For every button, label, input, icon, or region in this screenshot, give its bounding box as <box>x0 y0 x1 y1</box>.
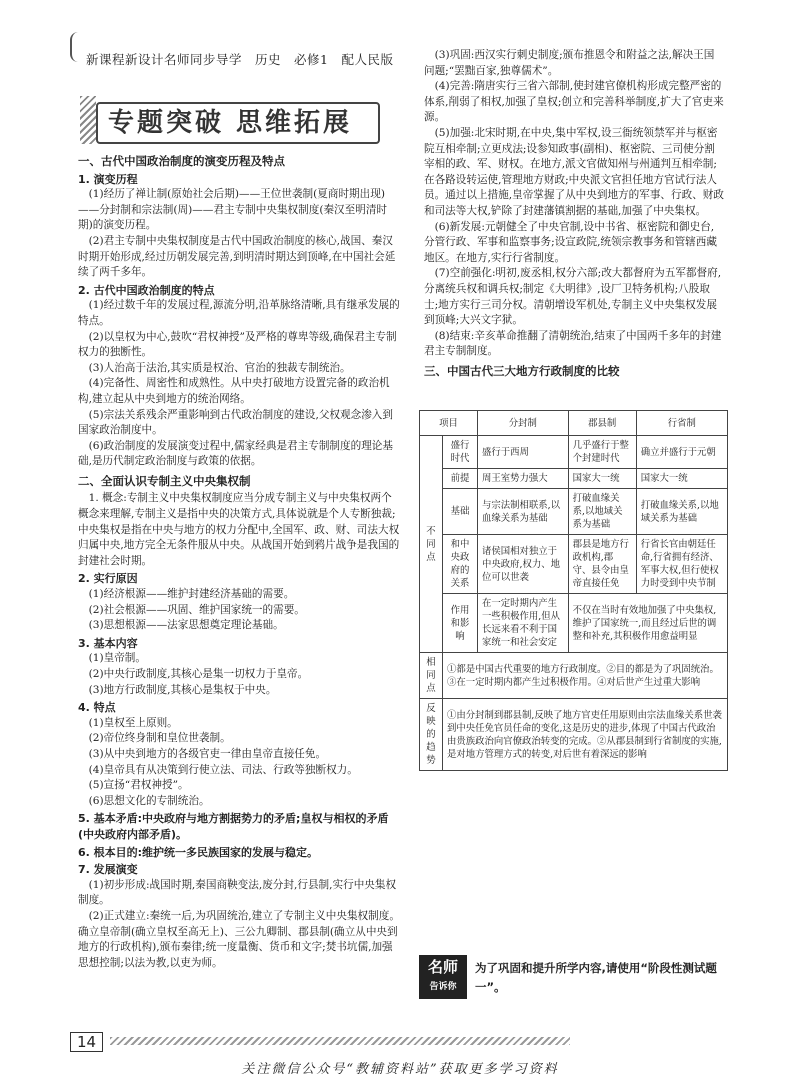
paragraph: (2)正式建立:秦统一后,为巩固统治,建立了专制主义中央集权制度。确立皇帝制(确立皇权至高无上)、三公九卿制、郡县制(确立从中央到地方的行政机构),颁布秦律;统一度量衡、货币和文字;焚书坑儒,加强思想控制;以法为教,以吏为师。 <box>78 909 400 969</box>
paragraph: (3)巩固:西汉实行刺史制度;颁布推恩令和附益之法,解决王国问题;“罢黜百家,独尊儒术”。 <box>424 49 715 77</box>
table-row <box>420 699 728 771</box>
section-1-title: 一、古代中国政治制度的演变历程及特点 <box>78 154 285 168</box>
paragraph: (1)经过数千年的发展过程,源流分明,沿革脉络清晰,具有继承发展的特点。 <box>78 299 400 327</box>
paragraph: (1)初步形成:战国时期,秦国商鞅变法,废分封,行县制,实行中央集权制度。 <box>78 878 397 907</box>
row-group-label: 不同点 <box>420 436 443 653</box>
row-label: 和中央政府的关系 <box>443 535 478 594</box>
banner-decoration <box>80 96 96 144</box>
paragraph: (1)皇帝制。 <box>88 652 146 665</box>
banner-title: 专题突破 思维拓展 <box>96 102 380 144</box>
row-label: 基础 <box>443 489 478 535</box>
page-number: 14 <box>70 1032 103 1052</box>
table-cell: 盛行于西周 <box>478 436 569 469</box>
paragraph: (6)新发展:元朝健全了中央官制,设中书省、枢密院和御史台,分管行政、军事和监察事务;设宣政院,统领宗教事务和管辖西藏地区。在地方,实行行省制度。 <box>424 220 717 264</box>
table-header: 项目 <box>420 411 478 436</box>
section-2-title: 二、全面认识专制主义中央集权制 <box>78 473 251 488</box>
table-cell: ①由分封制到郡县制,反映了地方官吏任用原则由宗法血缘关系世袭到中央任免官员任命的变化,这是历史的进步,体现了中国古代政治由贵族政治向官僚政治转变的完成。②从郡县制到行省制度的实施,是对地方管理方式的转变,对后世有着深远的影响 <box>443 699 728 771</box>
subsection-heading: 6. 根本目的:维护统一多民族国家的发展与稳定。 <box>78 845 319 859</box>
paragraph: 1. 概念:专制主义中央集权制度应当分成专制主义与中央集权两个概念来理解,专制主义是指中央的决策方式,具体说就是个人专断独裁;中央集权是指在中央与地方的权力分配中,全国军、政、财、司法大权归属中央,地方完全无条件服从中央。从战国开始到鸦片战争是我国的封建社会时期。 <box>78 492 400 567</box>
paragraph: (3)人治高于法治,其实质是权治、官治的独裁专制统治。 <box>88 361 351 374</box>
table-cell: 在一定时期内产生一些积极作用,但从长远来看不利于国家统一和社会安定 <box>478 594 569 653</box>
table-cell: 诸侯国相对独立于中央政府,权力、地位可以世袭 <box>478 535 569 594</box>
row-label: 前提 <box>443 469 478 489</box>
table-cell: 国家大一统 <box>568 469 636 489</box>
table-cell: 打破血缘关系,以地域关系为基础 <box>568 489 636 535</box>
paragraph: (2)社会根源——巩固、维护国家统一的需要。 <box>88 603 305 616</box>
footer-note: 关注微信公众号“教辅资料站”获取更多学习资料 <box>241 1062 559 1077</box>
paragraph: (4)完备性、周密性和成熟性。从中央打破地方设置完备的政治机构,建立起从中央到地方的统治网络。 <box>78 377 390 405</box>
logo-text: 名师 <box>427 958 458 976</box>
subsection-heading: 2. 古代中国政治制度的特点 <box>78 283 215 297</box>
paragraph: (3)地方行政制度,其核心是集权于中央。 <box>88 683 277 696</box>
comparison-table <box>419 410 728 771</box>
paragraph: (7)空前强化:明初,废丞相,权分六部;改大都督府为五军都督府,分离统兵权和调兵权;制定《大明律》,设厂卫特务机构;八股取士;地方实行三司分权。清朝增设军机处,专制主义中央集权发展到顶峰;大兴文字狱。 <box>424 267 722 327</box>
paragraph: (5)加强:北宋时期,在中央,集中军权,设三衙统领禁军并与枢密院互相牵制;立更戍法;设参知政事(副相)、枢密院、三司使分割宰相的政、军、财权。在地方,派文官做知州与州通判互相牵制;在各路设转运使,管理地方财政;中央派文官担任地方官试行法人员。通过以上措施,皇帝掌握了从中央到地方的军事、行政、财政和司法等大权,铲除了封建藩镇割据的基础,加强了中央集权。 <box>424 126 724 217</box>
row-group-label: 相同点 <box>420 653 443 699</box>
subsection-heading: 3. 基本内容 <box>78 636 138 650</box>
teacher-logo <box>419 955 467 999</box>
table-cell: 行省长官由朝廷任命,行省拥有经济、军事大权,但行使权力时受到中央节制 <box>636 535 727 594</box>
paragraph: (2)中央行政制度,其核心是集一切权力于皇帝。 <box>88 668 309 680</box>
table-row <box>420 469 728 489</box>
header-bracket <box>70 32 82 62</box>
page-number-decoration <box>110 1037 570 1045</box>
table-cell: ①都是中国古代重要的地方行政制度。②目的都是为了巩固统治。③在一定时期内都产生过积极作用。④对后世产生过重大影响 <box>443 653 728 699</box>
paragraph: (5)宗法关系残余严重影响到古代政治制度的建设,父权观念渗入到国家政治制度中。 <box>78 408 393 437</box>
row-group-label: 反映的趋势 <box>420 699 443 771</box>
paragraph: (5)宣扬“君权神授”。 <box>88 779 189 792</box>
table-cell: 与宗法制相联系,以血缘关系为基础 <box>478 489 569 535</box>
paragraph: (4)皇帝具有从决策到行使立法、司法、行政等独断权力。 <box>88 763 358 776</box>
paragraph: (6)政治制度的发展演变过程中,儒家经典是君主专制制度的理论基础,是历代制定政治制度与政策的依据。 <box>78 439 393 468</box>
row-label: 盛行时代 <box>443 436 478 469</box>
table-header: 分封制 <box>478 411 569 436</box>
table-cell: 确立并盛行于元朝 <box>636 436 727 469</box>
section-3-title: 三、中国古代三大地方行政制度的比较 <box>424 363 620 378</box>
table-cell: 郡县是地方行政机构,郡守、县令由皇帝直接任免 <box>568 535 636 594</box>
page-header <box>70 28 400 66</box>
paragraph: (2)帝位终身制和皇位世袭制。 <box>88 732 231 745</box>
table-cell: 周王室势力强大 <box>478 469 569 489</box>
header-text: 新课程新设计名师同步导学 历史 必修1 配人民版 <box>86 52 394 67</box>
table-row <box>420 535 728 594</box>
subsection-heading: 1. 演变历程 <box>78 172 138 186</box>
table-cell: 国家大一统 <box>636 469 727 489</box>
paragraph: (3)从中央到地方的各级官吏一律由皇帝直接任免。 <box>88 747 327 760</box>
left-column <box>78 150 400 971</box>
teacher-message: 为了巩固和提升所学内容,请使用“阶段性测试题一”。 <box>475 961 717 994</box>
table-row <box>420 594 728 653</box>
subsection-heading: 2. 实行原因 <box>78 572 138 586</box>
table-cell: 打破血缘关系,以地域关系为基础 <box>636 489 727 535</box>
row-label: 作用和影响 <box>443 594 478 653</box>
right-column <box>424 48 724 381</box>
table-cell: 不仅在当时有效地加强了中央集权,维护了国家统一,而且经过后世的调整和补充,其积极作用愈益明显 <box>568 594 727 653</box>
table-row <box>420 436 728 469</box>
table-cell: 几乎盛行于整个封建时代 <box>568 436 636 469</box>
table-row <box>420 653 728 699</box>
paragraph: (1)皇权至上原则。 <box>88 716 178 729</box>
logo-subtext: 告诉你 <box>429 982 457 992</box>
paragraph: (1)经济根源——维护封建经济基础的需要。 <box>88 588 295 601</box>
paragraph: (6)思想文化的专制统治。 <box>88 794 210 807</box>
table-row <box>420 489 728 535</box>
subsection-heading: 7. 发展演变 <box>78 863 138 877</box>
paragraph: (1)经历了禅让制(原始社会后期)——王位世袭制(夏商时期出现)——分封制和宗法制(周)——君主专制中央集权制度(秦汉至明清时期)的演变历程。 <box>78 188 388 232</box>
table-header-row <box>420 411 728 436</box>
table-header: 郡县制 <box>568 411 636 436</box>
paragraph: (8)结束:辛亥革命推翻了清朝统治,结束了中国两千多年的封建君主专制制度。 <box>424 329 722 358</box>
subsection-heading: 5. 基本矛盾:中央政府与地方割据势力的矛盾;皇权与相权的矛盾(中央政府内部矛盾)。 <box>78 812 389 841</box>
table-header: 行省制 <box>636 411 727 436</box>
teacher-tip <box>419 955 729 999</box>
paragraph: (4)完善:隋唐实行三省六部制,使封建官僚机构形成完整严密的体系,削弱了相权,加强了皇权;创立和完善科举制度,扩大了官吏来源。 <box>424 80 724 124</box>
subsection-heading: 4. 特点 <box>78 701 116 715</box>
page-number-bar <box>70 1032 690 1050</box>
paragraph: (3)思想根源——法家思想奠定理论基础。 <box>88 619 284 632</box>
paragraph: (2)以皇权为中心,鼓吹“君权神授”及严格的尊卑等级,确保君主专制权力的独断性。 <box>78 330 397 359</box>
paragraph: (2)君主专制中央集权制度是古代中国政治制度的核心,战国、秦汉时期开始形成,经过历朝发展完善,到明清时期达到顶峰,在中国社会延续了两千多年。 <box>78 234 396 279</box>
section-banner <box>80 96 370 144</box>
